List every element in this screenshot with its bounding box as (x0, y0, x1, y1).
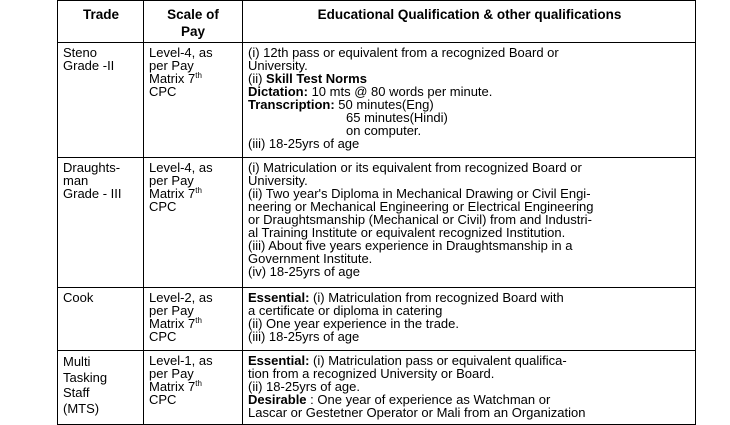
trade-text: Steno (63, 45, 97, 60)
pay-text: Level-4, as (149, 160, 213, 175)
qualification-emphasis: Essential: (248, 290, 310, 305)
qualification-line: or Draughtsmanship (Mechanical or Civil) from and Industri- (248, 212, 592, 227)
trade-text: Tasking (63, 369, 108, 385)
pay-text: per Pay (149, 303, 194, 318)
qualification-line: (iii) 18-25yrs of age (248, 136, 360, 151)
qualification-line: (ii) (248, 71, 267, 86)
qualification-emphasis: Skill Test Norms (266, 71, 367, 86)
qualification-line: (i) 12th pass or equivalent from a recognized Board or (248, 45, 559, 60)
pay-cell (144, 351, 243, 425)
qualification-line: neering or Mechanical Engineering or Electrical Engineering (248, 199, 594, 214)
qualification-line: a certificate or diploma in catering (248, 303, 443, 318)
qualification-line: University. (248, 58, 308, 73)
qualification-emphasis: Dictation: (248, 84, 308, 99)
trade-text: Cook (63, 290, 94, 305)
trade-text: Draughts- (63, 160, 121, 175)
qualification-cell (243, 351, 696, 425)
pay-cell (144, 288, 243, 351)
qualification-line: (iii) About five years experience in Draughtsmanship in a (248, 238, 573, 253)
qualification-cell (243, 158, 696, 288)
trade-cell (58, 351, 144, 425)
trade-text: Grade -II (63, 58, 115, 73)
pay-text: Level-4, as (149, 45, 213, 60)
pay-text: Matrix 7 (149, 316, 196, 331)
qualification-table (57, 0, 696, 425)
header-scale-of-pay: Scale of Pay (144, 1, 243, 43)
pay-text: per Pay (149, 366, 194, 381)
qualification-line: tion from a recognized University or Board. (248, 366, 495, 381)
pay-text: CPC (149, 199, 177, 214)
trade-text: Grade - III (63, 186, 122, 201)
qualification-line: 10 mts @ 80 words per minute. (307, 84, 493, 99)
trade-text: man (63, 173, 89, 188)
pay-text: CPC (149, 392, 177, 407)
pay-superscript: th (195, 379, 202, 388)
table-row (58, 158, 696, 288)
qualification-line: (iv) 18-25yrs of age (248, 264, 360, 279)
qualification-line: Lascar or Gestetner Operator or Mali from an Organization (248, 405, 586, 420)
trade-text: (MTS) (63, 400, 100, 416)
pay-cell (144, 158, 243, 288)
trade-text: Multi (63, 354, 91, 369)
qualification-line: (ii) Two year's Diploma in Mechanical Drawing or Civil Engi- (248, 186, 591, 201)
qualification-emphasis: Desirable (248, 392, 307, 407)
pay-superscript: th (195, 186, 202, 195)
qualification-line: (iii) 18-25yrs of age (248, 329, 360, 344)
trade-cell (58, 288, 144, 351)
qualification-line: University. (248, 173, 308, 188)
trade-text: Staff (63, 385, 90, 400)
pay-text: Level-2, as (149, 290, 213, 305)
table-row (58, 43, 696, 158)
pay-text: CPC (149, 84, 177, 99)
trade-cell (58, 43, 144, 158)
qualification-emphasis: Essential: (248, 353, 310, 368)
pay-text: per Pay (149, 58, 194, 73)
qualification-line: : One year of experience as Watchman or (306, 392, 551, 407)
qualification-cell (243, 43, 696, 158)
qualification-line: (ii) 18-25yrs of age. (248, 379, 360, 394)
pay-cell (144, 43, 243, 158)
trade-cell (58, 158, 144, 288)
pay-text: per Pay (149, 173, 194, 188)
pay-text: Level-1, as (149, 353, 213, 368)
qualification-emphasis: Transcription: (248, 97, 335, 112)
qualification-line: 50 minutes(Eng) (334, 97, 434, 112)
qualification-line: (i) Matriculation pass or equivalent qualifica- (309, 353, 567, 368)
pay-superscript: th (195, 316, 202, 325)
pay-text: Matrix 7 (149, 379, 196, 394)
pay-text: Matrix 7 (149, 71, 196, 86)
qualification-line: Government Institute. (248, 251, 373, 266)
table-row (58, 351, 696, 425)
qualification-line: al Training Institute or equivalent recognized Institution. (248, 225, 566, 240)
qualification-line: (i) Matriculation or its equivalent from recognized Board or (248, 160, 582, 175)
header-trade: Trade (58, 1, 144, 43)
header-qualification: Educational Qualification & other qualifications (243, 1, 696, 43)
qualification-line: 65 minutes(Hindi) (346, 110, 448, 125)
qualification-line: (ii) One year experience in the trade. (248, 316, 459, 331)
qualification-line: on computer. (346, 123, 422, 138)
qualification-line: (i) Matriculation from recognized Board with (309, 290, 564, 305)
header-row (58, 1, 696, 43)
pay-text: CPC (149, 329, 177, 344)
qualification-cell (243, 288, 696, 351)
table-row (58, 288, 696, 351)
pay-superscript: th (195, 71, 202, 80)
pay-text: Matrix 7 (149, 186, 196, 201)
